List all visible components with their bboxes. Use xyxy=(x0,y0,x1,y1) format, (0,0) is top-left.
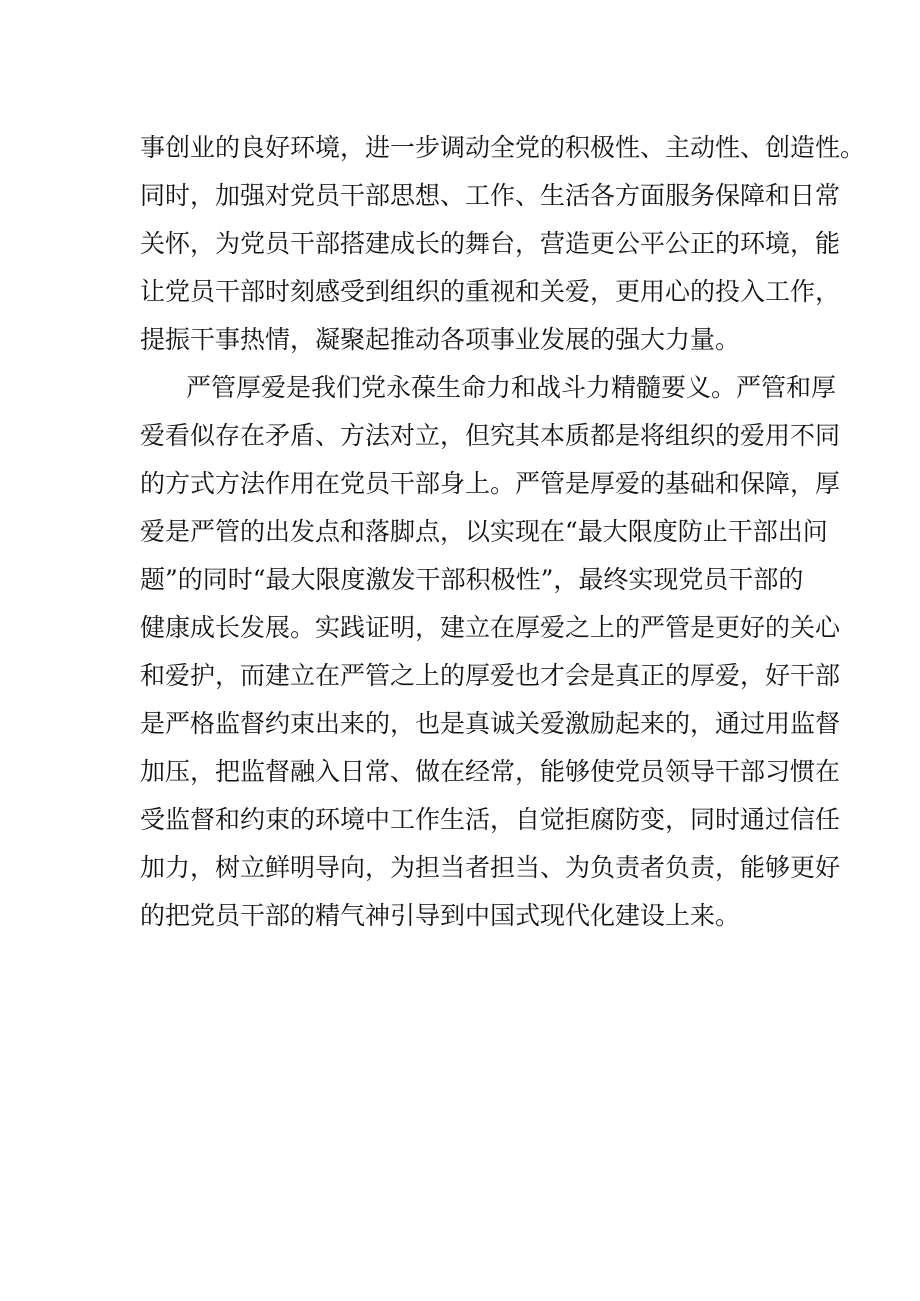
text-line: 加力，树立鲜明导向，为担当者担当、为负责者负责，能够更好 xyxy=(140,853,841,882)
text-line: 同时，加强对党员干部思想、工作、生活各方面服务保障和日常 xyxy=(140,181,841,210)
text-line: 和爱护，而建立在严管之上的厚爱也才会是真正的厚爱，好干部 xyxy=(140,661,841,690)
text-line: 题”的同时“最大限度激发干部积极性”，最终实现党员干部的 xyxy=(140,565,804,594)
text-line: 事创业的良好环境，进一步调动全党的积极性、主动性、创造性。 xyxy=(140,133,866,162)
text-line: 的把党员干部的精气神引导到中国式现代化建设上来。 xyxy=(140,901,741,930)
text-line: 让党员干部时刻感受到组织的重视和关爱，更用心的投入工作， xyxy=(140,277,841,306)
text-line: 严管厚爱是我们党永葆生命力和战斗力精髓要义。严管和厚 xyxy=(186,373,837,402)
text-line: 爱是严管的出发点和落脚点，以实现在“最大限度防止干部出问 xyxy=(140,517,828,546)
text-line: 加压，把监督融入日常、做在经常，能够使党员领导干部习惯在 xyxy=(140,757,841,786)
text-line: 健康成长发展。实践证明，建立在厚爱之上的严管是更好的关心 xyxy=(140,613,841,642)
text-line: 关怀，为党员干部搭建成长的舞台，营造更公平公正的环境，能 xyxy=(140,229,841,258)
text-line: 爱看似存在矛盾、方法对立，但究其本质都是将组织的爱用不同 xyxy=(140,421,841,450)
text-line: 的方式方法作用在党员干部身上。严管是厚爱的基础和保障，厚 xyxy=(140,469,841,498)
text-line: 提振干事热情，凝聚起推动各项事业发展的强大力量。 xyxy=(140,325,741,354)
text-line: 受监督和约束的环境中工作生活，自觉拒腐防变，同时通过信任 xyxy=(140,805,841,834)
text-line: 是严格监督约束出来的，也是真诚关爱激励起来的，通过用监督 xyxy=(140,709,841,738)
